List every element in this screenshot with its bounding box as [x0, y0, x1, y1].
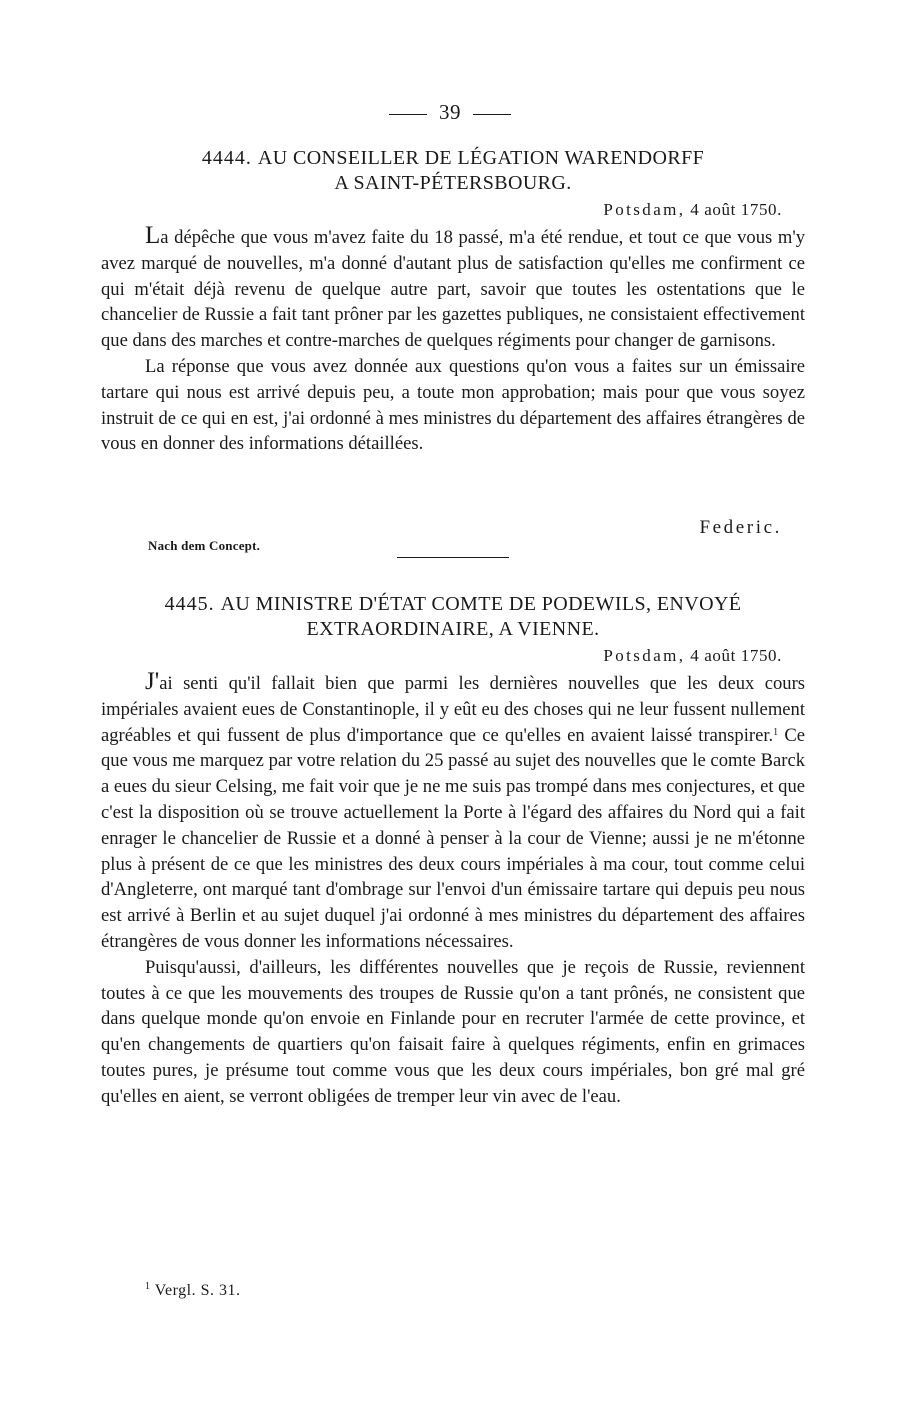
letter-4445-title-line1 [100, 592, 806, 617]
letter-4444-number: 4444. [201, 147, 252, 169]
footnote-reference: 1 [773, 726, 779, 738]
letter-4445-body [101, 669, 805, 1110]
letter-4445-paragraph-1 [101, 669, 805, 955]
letter-4444-paragraph-2: La réponse que vous avez donnée aux questions qu'on vous a faites sur un émissaire tartare qui nous est arrivé depuis peu, a toute mon approbation; mais pour que vous soyez instruit de ce qui en est, j'ai ordonné à mes ministres du département des affaires étrangères de vous en donner des informations détaillées. [101, 355, 805, 455]
page-number-dash-left [389, 114, 427, 115]
letter-4445-dateline [603, 646, 782, 666]
letter-4444-paragraph-1: La dépêche que vous m'avez faite du 18 passé, m'a été rendue, et tout ce que vous m'y avez marqué de nouvelles, m'a donné d'autant plus de satisfaction qu'elles me confirment ce qui m'était déjà revenu de quelque autre part, savoir que toutes les ostentations que le chancelier de Russie a fait tant prôner par les gazettes publiques, ne consistaient effectivement que dans des marches et contre-marches de quelques régiments pour changer de garnisons. [101, 222, 805, 352]
footnote-marker: 1 [145, 1281, 151, 1292]
letter-4445-paragraph-1-part1: J'ai senti qu'il fallait bien que parmi les dernières nouvelles que les deux cours impériales avaient eues de Constantinople, il y eût eu des choses qui ne leur fussent nullement agréables et qui fussent de plus d'importance que ce qu'elles en avaient laissé transpirer. [101, 668, 805, 746]
letter-4445-place: Potsdam, [603, 646, 686, 665]
letter-4445-paragraph-2: Puisqu'aussi, d'ailleurs, les différentes nouvelles que je reçois de Russie, reviennent toutes à ce que les mouvements des troupes de Russie qu'on a tant prônés, ne consistent que dans quelque monde qu'on envoie en Finlande pour en recruter l'armée de cette province, et qu'en changements de quartiers qu'on faisait faire à quelques régiments, enfin en grimaces toutes pures, je présume tout comme vous que les deux cours impériales, bon gré mal gré qu'elles en aient, se verront obligées de tremper leur vin avec de l'eau. [101, 956, 805, 1107]
letter-4444-title: AU CONSEILLER DE LÉGATION WARENDORFF [257, 147, 705, 169]
page-number-text: 39 [439, 100, 461, 124]
letter-4444-title-line2: A SAINT-PÉTERSBOURG. [334, 172, 572, 194]
letter-4445-number: 4445. [164, 593, 215, 615]
page-number-dash-right [473, 114, 511, 115]
footnote-text: Vergl. S. 31. [154, 1282, 241, 1299]
letter-4444-heading [100, 146, 806, 196]
section-divider [397, 557, 509, 558]
letter-4444-dateline [603, 200, 782, 220]
letter-4444-place: Potsdam, [603, 200, 686, 219]
letter-4445-title-line2: EXTRAORDINAIRE, A VIENNE. [306, 618, 600, 640]
letter-4444-title-line1 [100, 146, 806, 171]
letter-4444-date: 4 août 1750. [690, 200, 782, 219]
letter-4445-paragraph-1-part2: Ce que vous me marquez par votre relation du 25 passé au sujet des nouvelles que le comte Barck a eues du sieur Celsing, me fait voir que je ne me suis pas trompé dans mes conjectures, et que c'est la disposition où se trouve actuellement la Porte à l'égard des affaires du Nord qui a fait enrager le chancelier de Russie et a donné à penser à la cour de Vienne; aussi je ne m'étonne plus à présent de ce que les ministres des deux cours impériales à ma cour, tout comme celui d'Angleterre, ont marqué tant d'ombrage sur l'envoi d'un émissaire tartare qui depuis peu nous est arrivé à Berlin et au sujet duquel j'ai ordonné à mes ministres du département des affaires étrangères de vous donner les informations nécessaires. [101, 724, 805, 952]
footnote [145, 1282, 240, 1300]
letter-4445-heading [100, 592, 806, 642]
page-number [0, 100, 900, 125]
letter-4445-title: AU MINISTRE D'ÉTAT COMTE DE PODEWILS, ENVOYÉ [220, 593, 742, 615]
letter-4444-signature: Federic. [699, 517, 782, 538]
letter-4444-source-note: Nach dem Concept. [148, 538, 261, 553]
letter-4445-date: 4 août 1750. [690, 646, 782, 665]
letter-4444-body [101, 223, 805, 457]
